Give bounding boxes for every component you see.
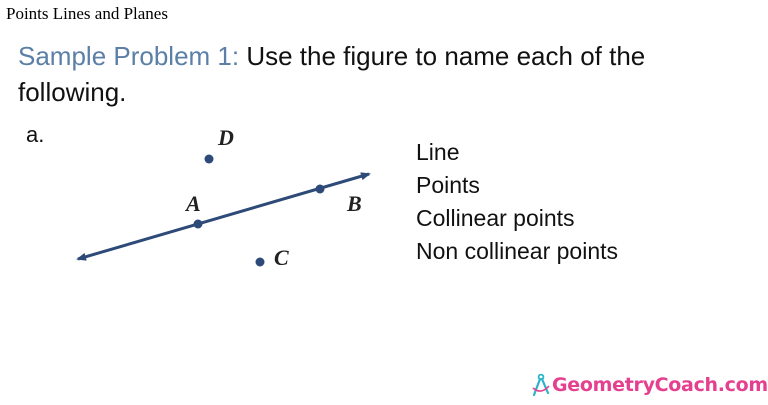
point-d xyxy=(205,155,214,164)
task-item: Line xyxy=(416,139,460,165)
problem-lead: Sample Problem 1: xyxy=(18,41,240,71)
task-list xyxy=(416,136,618,268)
task-item: Collinear points xyxy=(416,205,575,231)
point-a xyxy=(194,220,203,229)
logo-text: GeometryCoach.com xyxy=(552,374,768,396)
line-ab xyxy=(78,174,369,259)
point-d-label: D xyxy=(218,125,234,150)
part-label: a. xyxy=(26,122,45,147)
problem-text: Use the figure to name each of the following. xyxy=(18,41,646,107)
point-a-label: A xyxy=(186,191,201,216)
point-b-label: B xyxy=(347,191,362,216)
point-c xyxy=(256,258,265,267)
task-item: Non collinear points xyxy=(416,238,619,264)
brand-logo xyxy=(530,373,768,397)
slide-header-title: Points Lines and Planes xyxy=(6,4,168,23)
task-item: Points xyxy=(416,172,480,198)
point-c-label: C xyxy=(274,245,289,270)
point-b xyxy=(316,185,325,194)
compass-icon xyxy=(530,373,552,397)
